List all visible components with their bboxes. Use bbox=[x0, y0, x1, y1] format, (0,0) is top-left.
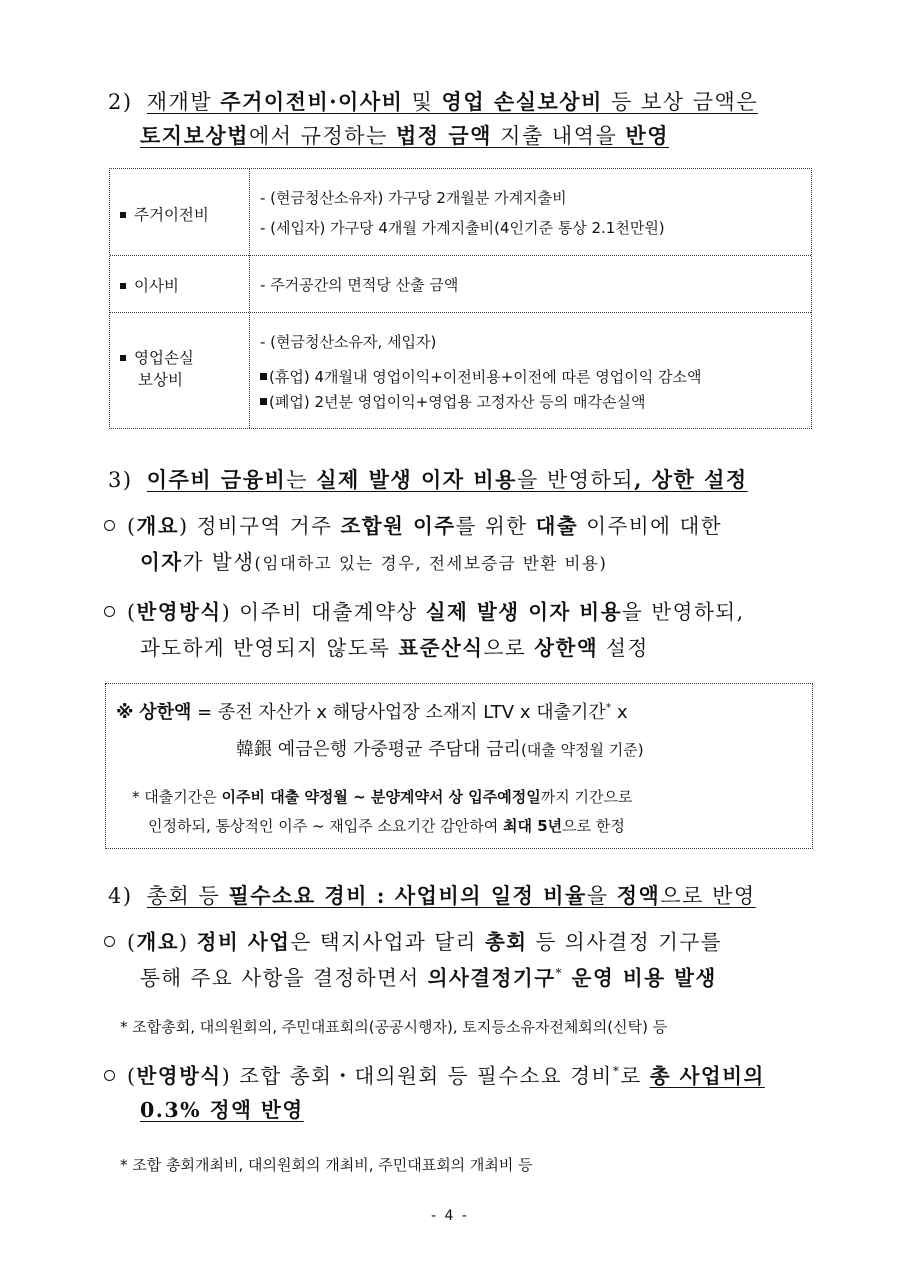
text: 가 발생 bbox=[182, 550, 255, 574]
section-3-underlined bbox=[147, 468, 748, 492]
compensation-table bbox=[109, 168, 812, 429]
text: 재개발 bbox=[146, 90, 221, 114]
fixed-rate-paragraph-line-1 bbox=[104, 1064, 765, 1089]
section-number: 4) bbox=[108, 884, 133, 908]
bold-text: 실제 발생 이자 비용 bbox=[316, 467, 517, 492]
section-4-heading bbox=[108, 880, 756, 910]
bold-text: 실제 발생 이자 비용 bbox=[425, 600, 623, 624]
footnote-mark: * bbox=[555, 966, 564, 981]
bold-text: 상한액 bbox=[139, 702, 192, 723]
text: 까지 기간으로 bbox=[540, 788, 633, 806]
bold-text: 최대 5년 bbox=[503, 817, 563, 835]
bullet-icon bbox=[120, 212, 126, 218]
text: 통해 주요 사항을 결정하면서 bbox=[140, 966, 428, 990]
text: = 종전 자산가 x 해당사업장 소재지 LTV x 대출기간 bbox=[191, 702, 606, 723]
cap-formula-box bbox=[105, 683, 813, 849]
text: (휴업) 4개월내 영업이익+이전비용+이전에 따른 영업이익 감소액 bbox=[269, 368, 702, 386]
text: x bbox=[611, 702, 628, 723]
bold-text: 조합원 이주 bbox=[340, 514, 456, 538]
bold-text: 반영방식 bbox=[136, 600, 222, 624]
text: 정비구역 거주 bbox=[188, 514, 341, 538]
text: 을 bbox=[586, 884, 617, 908]
text: 로 bbox=[620, 1064, 650, 1088]
text: 을 반영하되, bbox=[622, 600, 745, 624]
row-label bbox=[120, 203, 209, 225]
bold-text: 필수소요 경비 : 사업비의 일정 비율 bbox=[228, 883, 587, 908]
text: ) bbox=[179, 514, 189, 538]
footnote: * 조합총회, 대의원회의, 주민대표회의(공공시행자), 토지등소유자전체회의(신탁) 등 bbox=[120, 1018, 668, 1036]
label-text: 보상비 bbox=[138, 371, 183, 389]
footnote: * 조합 총회개최비, 대의원회의 개최비, 주민대표회의 개최비 등 bbox=[120, 1156, 533, 1174]
text: 이주비에 대한 bbox=[578, 514, 723, 538]
small-text: (임대하고 있는 경우, 전세보증금 반환 비용) bbox=[254, 554, 608, 573]
text: 을 반영하되 bbox=[516, 468, 635, 492]
text: (폐업) 2년분 영업이익+영업용 고정자산 등의 매각손실액 bbox=[269, 393, 646, 411]
text: 및 bbox=[403, 90, 442, 114]
text: ( bbox=[127, 514, 137, 538]
circle-bullet-icon bbox=[104, 1070, 115, 1081]
bold-text: 반영 bbox=[625, 123, 670, 148]
reference-mark: ※ bbox=[116, 702, 134, 723]
bold-text: 법정 금액 bbox=[396, 123, 492, 148]
footnote-mark: * bbox=[605, 701, 612, 714]
bold-text: 이주비 금융비 bbox=[146, 467, 287, 492]
bold-text: 상한액 bbox=[534, 636, 599, 660]
bullet-icon bbox=[120, 355, 126, 361]
bold-text: 영업 손실보상비 bbox=[441, 89, 603, 114]
bold-text: 총회 bbox=[484, 930, 528, 954]
method-paragraph-line-1 bbox=[104, 600, 745, 625]
bold-text: 이자 bbox=[140, 550, 183, 574]
section-number: 2) bbox=[108, 90, 133, 114]
bold-text: 표준산식 bbox=[398, 636, 484, 660]
bold-text: 반영방식 bbox=[136, 1064, 222, 1088]
square-bullet-icon bbox=[260, 373, 267, 380]
page-number: - 4 - bbox=[431, 1208, 469, 1224]
label-text: 주거이전비 bbox=[134, 206, 209, 224]
circle-bullet-icon bbox=[104, 936, 115, 947]
formula-line-1 bbox=[116, 698, 628, 724]
bullet-icon bbox=[120, 283, 126, 289]
text: 이주비 대출계약상 bbox=[231, 600, 426, 624]
bold-text: 0.3% 정액 반영 bbox=[140, 1098, 304, 1122]
bold-text: 의사결정기구 bbox=[427, 966, 556, 990]
text: ) bbox=[221, 600, 232, 624]
row-text: - (현금청산소유자, 세입자) bbox=[260, 333, 437, 351]
text: 으로 반영 bbox=[660, 884, 756, 908]
table-row bbox=[110, 255, 811, 313]
text: 으로 한정 bbox=[562, 817, 625, 835]
bold-text: 개요 bbox=[136, 514, 180, 538]
section-3-heading bbox=[108, 464, 748, 494]
box-note-line-2 bbox=[148, 815, 625, 836]
decision-body-paragraph-line-2 bbox=[140, 966, 717, 991]
text: 에서 규정하는 bbox=[248, 124, 397, 148]
overview-paragraph-line-1 bbox=[104, 514, 722, 539]
text: ) bbox=[221, 1064, 232, 1088]
footnote-mark: * bbox=[612, 1064, 621, 1079]
small-text: (대출 약정월 기준) bbox=[520, 741, 644, 759]
table-row bbox=[110, 312, 811, 429]
label-text: 이사비 bbox=[134, 277, 179, 295]
bold-text: 대출 bbox=[535, 514, 579, 538]
text: 조합 총회・대의원회 등 필수소요 경비 bbox=[231, 1064, 613, 1088]
bold-text: 운영 비용 발생 bbox=[563, 966, 717, 990]
section-2-line-2 bbox=[140, 120, 669, 150]
circle-bullet-icon bbox=[104, 606, 115, 617]
formula-line-2 bbox=[236, 735, 644, 761]
text: ( bbox=[127, 1064, 137, 1088]
bold-text: 토지보상법 bbox=[140, 123, 249, 148]
text bbox=[189, 930, 197, 954]
row-text bbox=[260, 366, 701, 387]
bold-text: 정비 사업 bbox=[196, 930, 291, 954]
text: ) bbox=[179, 930, 189, 954]
section-2-line-1 bbox=[108, 86, 758, 116]
text: 등 의사결정 기구를 bbox=[527, 930, 723, 954]
text: 등 보상 금액은 bbox=[602, 90, 759, 114]
box-note-line-1 bbox=[132, 786, 632, 807]
decision-body-paragraph-line-1 bbox=[104, 930, 722, 955]
bold-text: 총 사업비의 bbox=[649, 1064, 765, 1088]
text: 는 bbox=[286, 468, 317, 492]
text: ( bbox=[127, 600, 137, 624]
text: 韓銀 예금은행 가중평균 주담대 금리 bbox=[236, 739, 521, 760]
row-text: - (현금청산소유자) 가구당 2개월분 가계지출비 bbox=[260, 189, 567, 207]
text: 지출 내역을 bbox=[491, 124, 626, 148]
section-2-underlined bbox=[147, 90, 758, 114]
text: 은 택지사업과 달리 bbox=[290, 930, 485, 954]
bold-text: 정액 bbox=[616, 883, 661, 908]
row-label bbox=[120, 347, 194, 391]
row-text: - 주거공간의 면적당 산출 금액 bbox=[260, 276, 459, 294]
bold-text: 주거이전비·이사비 bbox=[220, 89, 404, 114]
section-number: 3) bbox=[108, 468, 133, 492]
table-row bbox=[110, 169, 811, 255]
method-paragraph-line-2 bbox=[140, 636, 649, 661]
text: 총회 등 bbox=[146, 884, 229, 908]
text: 설정 bbox=[598, 636, 649, 660]
text: 으로 bbox=[483, 636, 535, 660]
circle-bullet-icon bbox=[104, 520, 115, 531]
square-bullet-icon bbox=[260, 398, 267, 405]
bold-text: 개요 bbox=[136, 930, 180, 954]
label-text: 영업손실 bbox=[134, 349, 194, 367]
text: 과도하게 반영되지 않도록 bbox=[140, 636, 399, 660]
row-text: - (세입자) 가구당 4개월 가계지출비(4인기준 통상 2.1천만원) bbox=[260, 219, 665, 237]
text: 를 위한 bbox=[455, 514, 536, 538]
text: * 대출기간은 bbox=[132, 788, 222, 806]
row-label bbox=[120, 274, 179, 296]
bold-text: 이주비 대출 약정월 ~ 분양계약서 상 입주예정일 bbox=[221, 788, 541, 806]
section-4-underlined bbox=[147, 884, 756, 908]
overview-paragraph-line-2 bbox=[140, 550, 607, 575]
bold-text: , 상한 설정 bbox=[634, 467, 748, 492]
text: 인정하되, 통상적인 이주 ~ 재입주 소요기간 감안하여 bbox=[148, 817, 504, 835]
text: ( bbox=[127, 930, 137, 954]
fixed-rate-paragraph-line-2 bbox=[140, 1098, 304, 1123]
row-text bbox=[260, 391, 645, 412]
